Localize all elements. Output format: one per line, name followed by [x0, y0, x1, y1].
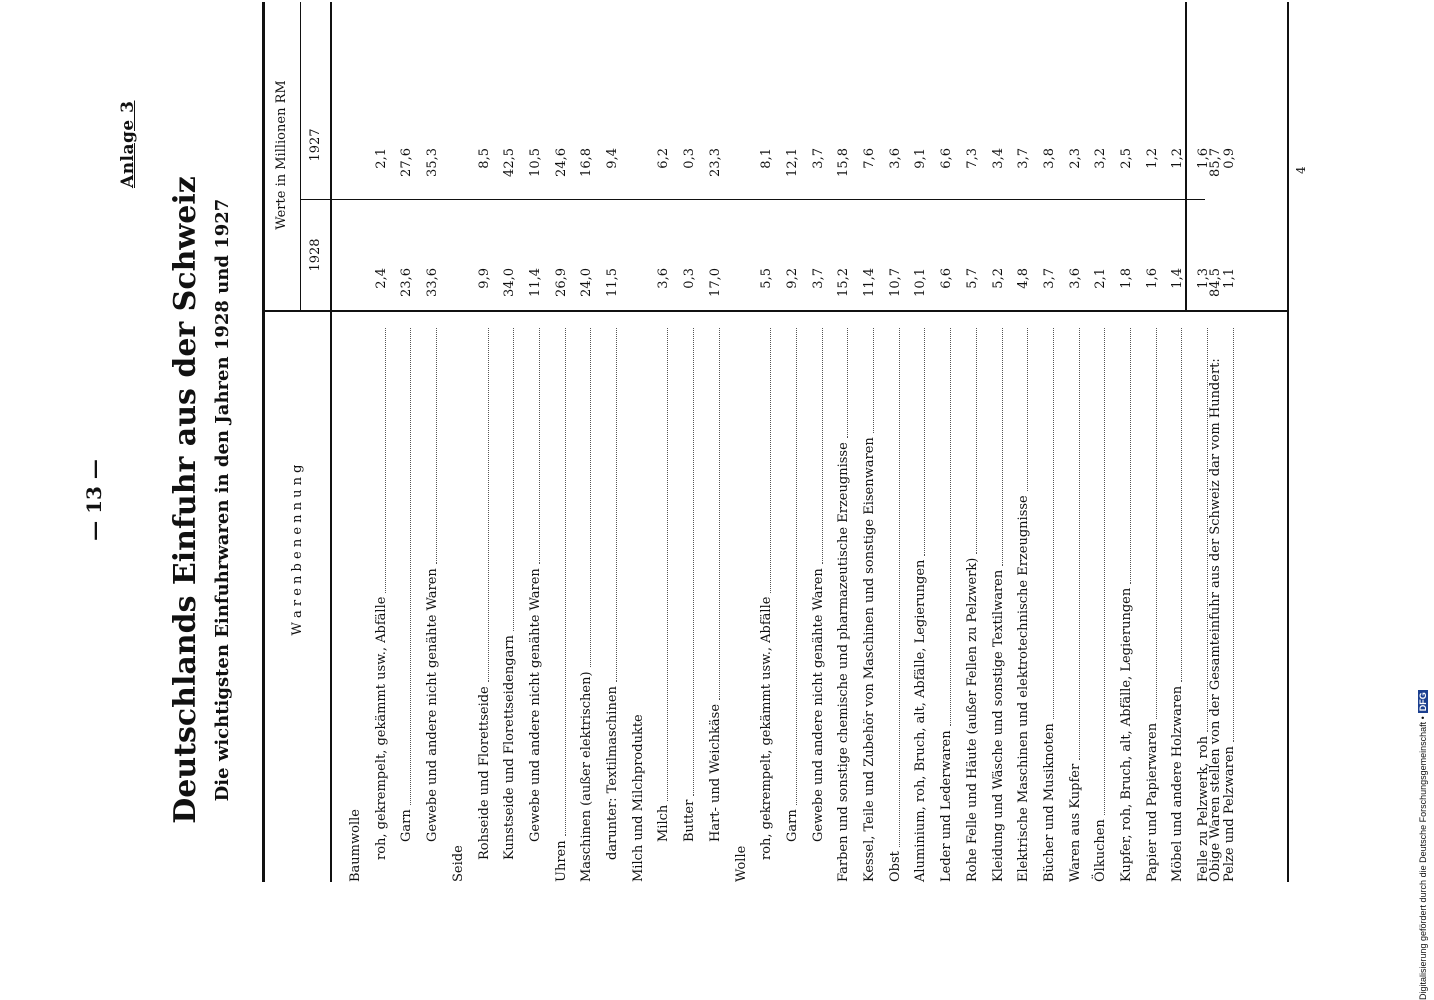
- row-label: Kunstseide und Florettseidengarn: [502, 635, 518, 860]
- table-row: [936, 0, 958, 1000]
- row-label: Milch und Milchprodukte: [630, 714, 646, 882]
- row-value-1927: 3,4: [990, 148, 1006, 169]
- row-value-1927: 24,6: [553, 148, 569, 177]
- table-row: [551, 0, 573, 1000]
- row-label: Bücher und Musiknoten: [1041, 723, 1057, 882]
- row-label: Garn: [784, 809, 800, 842]
- table-row: [653, 0, 675, 1000]
- leader-dots: [1170, 328, 1182, 682]
- row-value-1927: 1,2: [1144, 148, 1160, 169]
- row-label: Butter: [682, 799, 698, 842]
- row-value-1928: 9,9: [476, 268, 492, 289]
- row-value-1928: 15,2: [836, 268, 852, 297]
- row-value-1928: 3,7: [1041, 268, 1057, 289]
- row-value-1927: 42,5: [502, 148, 518, 177]
- row-value-1927: 1,6: [1196, 148, 1212, 169]
- row-label: Farben und sonstige chemische und pharmazeutische Erzeugnisse: [836, 442, 852, 882]
- table-row: [1065, 0, 1087, 1000]
- page-number: — 13 —: [82, 459, 106, 541]
- row-label: Garn: [399, 809, 415, 842]
- leader-dots: [708, 328, 720, 700]
- column-header-year-1927: 1927: [308, 128, 323, 162]
- table-row: [885, 0, 907, 1000]
- stray-mark: 4: [1294, 166, 1308, 174]
- table-row: [1167, 0, 1189, 1000]
- table-row: [679, 0, 701, 1000]
- row-value-1927: 8,1: [759, 148, 775, 169]
- row-value-1928: 1,8: [1119, 268, 1134, 289]
- row-value-1928: 1,1: [1221, 268, 1237, 289]
- table-row: [628, 0, 650, 1000]
- row-value-1927: 7,3: [964, 148, 980, 169]
- leader-dots: [1145, 328, 1157, 719]
- values-header-rule: [300, 2, 301, 312]
- row-value-1928: 11,5: [605, 268, 620, 297]
- row-value-1928: 1,3: [1196, 268, 1212, 289]
- table-row: [576, 0, 598, 1000]
- leader-dots: [399, 328, 411, 805]
- row-value-1928: 5,2: [990, 268, 1006, 289]
- table-bottom-rule: [1287, 2, 1289, 882]
- table-row: [602, 0, 624, 1000]
- leader-dots: [965, 328, 977, 554]
- side-credit-text: Digitalisierung gefördert durch die Deutsche Forschungsgemeinschaft •: [1418, 716, 1428, 1000]
- row-value-1927: 0,3: [682, 148, 698, 169]
- row-label: Pelze und Pelzwaren: [1221, 746, 1237, 882]
- table-row: [808, 0, 830, 1000]
- leader-dots: [811, 328, 823, 564]
- row-label: darunter: Textilmaschinen: [605, 686, 620, 860]
- row-label: Maschinen (außer elektrischen): [579, 671, 595, 882]
- row-label: Felle zu Pelzwerk, roh: [1196, 736, 1212, 882]
- row-value-1928: 23,6: [399, 268, 415, 297]
- row-value-1928: 4,8: [1016, 268, 1032, 289]
- table-row: [731, 0, 753, 1000]
- table-row: [499, 0, 521, 1000]
- row-label: Gewebe und andere nicht genähte Waren: [527, 568, 543, 842]
- row-value-1927: 6,6: [939, 148, 955, 169]
- row-value-1928: 11,4: [527, 268, 543, 297]
- leader-dots: [759, 328, 771, 593]
- row-value-1928: 1,6: [1144, 268, 1160, 289]
- leader-dots: [1119, 328, 1131, 584]
- row-label: Hart- und Weichkäse: [707, 703, 723, 842]
- row-value-1927: 23,3: [707, 148, 723, 177]
- row-value-1927: 7,6: [862, 148, 877, 169]
- row-value-1928: 24,0: [579, 268, 595, 297]
- row-value-1928: 2,4: [373, 268, 389, 289]
- row-value-1927: 3,2: [1093, 148, 1109, 169]
- table-row: [1116, 0, 1138, 1000]
- page-subtitle: Die wichtigsten Einfuhrwaren in den Jahren 1928 und 1927: [212, 198, 233, 802]
- row-value-1927: 15,8: [836, 148, 852, 177]
- leader-dots: [836, 328, 848, 438]
- leader-dots: [1093, 328, 1105, 815]
- row-value-1928: 11,4: [862, 268, 877, 297]
- row-value-1927: 27,6: [399, 148, 415, 177]
- leader-dots: [991, 328, 1003, 566]
- row-label: Rohseide und Florettseide: [476, 686, 492, 860]
- row-value-1928: 17,0: [707, 268, 723, 297]
- table-row: [910, 0, 932, 1000]
- row-value-1927: 6,2: [656, 148, 672, 169]
- row-label: Milch: [656, 804, 672, 842]
- leader-dots: [374, 328, 386, 593]
- leader-dots: [528, 328, 540, 564]
- row-value-1928: 0,3: [682, 268, 698, 289]
- table-row: [396, 0, 418, 1000]
- leader-dots: [1016, 328, 1028, 491]
- row-label: Obst: [887, 851, 903, 882]
- total-value-1928: 84,5: [1208, 268, 1223, 297]
- row-label: Baumwolle: [348, 809, 363, 882]
- row-value-1928: 34,0: [502, 268, 518, 297]
- leader-dots: [682, 328, 694, 796]
- column-header-year-1928: 1928: [308, 238, 323, 272]
- row-value-1928: 1,4: [1170, 268, 1186, 289]
- row-label: Elektrische Maschinen und elektrotechnische Erzeugnisse: [1016, 495, 1032, 882]
- leader-dots: [605, 328, 617, 682]
- row-label: Ölkuchen: [1093, 819, 1109, 882]
- table-row: [705, 0, 727, 1000]
- row-value-1927: 9,4: [605, 148, 620, 169]
- row-label: Kupfer, roh, Bruch, alt, Abfälle, Legierungen: [1119, 587, 1134, 882]
- row-value-1928: 3,6: [1067, 268, 1083, 289]
- row-value-1927: 3,6: [887, 148, 903, 169]
- leader-dots: [888, 328, 900, 847]
- row-label: Seide: [450, 845, 466, 882]
- table-row: [371, 0, 393, 1000]
- table-row: [859, 0, 881, 1000]
- row-value-1927: 3,7: [810, 148, 826, 169]
- header-bottom-rule: [330, 2, 332, 882]
- total-row: [1205, 0, 1227, 1000]
- table-row: [988, 0, 1010, 1000]
- column-header-goods: W a r e n b e n e n n u n g: [290, 464, 305, 636]
- table-row: [525, 0, 547, 1000]
- leader-dots: [477, 328, 489, 682]
- row-label: Kleidung und Wäsche und sonstige Textilwaren: [990, 569, 1006, 882]
- row-value-1927: 2,5: [1119, 148, 1134, 169]
- leader-dots: [1068, 328, 1080, 760]
- row-value-1927: 10,5: [527, 148, 543, 177]
- column-header-values: Werte in Millionen RM: [274, 80, 289, 230]
- annex-label: Anlage 3: [118, 100, 138, 188]
- row-value-1927: 2,1: [373, 148, 389, 169]
- row-label: Papier und Papierwaren: [1144, 722, 1160, 882]
- dfg-logo: DFG: [1418, 692, 1428, 712]
- row-label: Aluminium, roh, Bruch, alt, Abfälle, Legierungen: [913, 559, 929, 882]
- row-label: Möbel und andere Holzwaren: [1170, 685, 1186, 882]
- row-value-1928: 3,6: [656, 268, 672, 289]
- leader-dots: [785, 328, 797, 805]
- leader-dots: [502, 328, 514, 631]
- row-value-1928: 2,1: [1093, 268, 1109, 289]
- table-row: [345, 0, 367, 1000]
- table-row: [756, 0, 778, 1000]
- row-label: roh, gekrempelt, gekämmt usw., Abfälle: [373, 596, 389, 860]
- row-label: Gewebe und andere nicht genähte Waren: [425, 568, 441, 842]
- leader-dots: [579, 328, 591, 667]
- leader-dots: [554, 328, 566, 836]
- row-label: Waren aus Kupfer: [1067, 763, 1083, 882]
- row-value-1927: 0,9: [1221, 148, 1237, 169]
- row-value-1927: 9,1: [913, 148, 929, 169]
- row-value-1928: 6,6: [939, 268, 955, 289]
- table-row: [1013, 0, 1035, 1000]
- leader-dots: [939, 328, 951, 726]
- leader-dots: [425, 328, 437, 564]
- row-value-1927: 3,8: [1041, 148, 1057, 169]
- table-row: [422, 0, 444, 1000]
- page-title: Deutschlands Einfuhr aus der Schweiz: [168, 176, 203, 824]
- row-value-1927: 16,8: [579, 148, 595, 177]
- table-row: [1039, 0, 1061, 1000]
- row-value-1928: 9,2: [784, 268, 800, 289]
- table-row: [833, 0, 855, 1000]
- total-value-1927: 85,7: [1208, 148, 1223, 177]
- table-row: [1090, 0, 1112, 1000]
- row-label: Uhren: [553, 840, 569, 882]
- row-value-1928: 10,7: [887, 268, 903, 297]
- table-row: [1142, 0, 1164, 1000]
- row-value-1928: 3,7: [810, 268, 826, 289]
- leader-dots: [656, 328, 668, 801]
- row-value-1928: 5,7: [964, 268, 980, 289]
- total-label: Obige Waren stellen von der Gesamteinfuhr aus der Schweiz dar vom Hundert:: [1208, 358, 1223, 882]
- row-label: Kessel, Teile und Zubehör von Maschinen und sonstige Eisenwaren: [862, 437, 877, 882]
- row-label: Wolle: [733, 845, 749, 882]
- table-row: [474, 0, 496, 1000]
- table-row: [962, 0, 984, 1000]
- table-top-rule: [262, 2, 265, 882]
- row-label: Rohe Felle und Häute (außer Fellen zu Pelzwerk): [964, 557, 980, 882]
- table-row: [782, 0, 804, 1000]
- leader-dots: [1042, 328, 1054, 719]
- row-value-1927: 3,7: [1016, 148, 1032, 169]
- row-label: Gewebe und andere nicht genähte Waren: [810, 568, 826, 842]
- row-value-1928: 33,6: [425, 268, 441, 297]
- row-value-1928: 26,9: [553, 268, 569, 297]
- row-value-1927: 12,1: [784, 148, 800, 177]
- leader-dots: [862, 328, 874, 433]
- row-value-1927: 8,5: [476, 148, 492, 169]
- leader-dots: [913, 328, 925, 556]
- row-value-1928: 10,1: [913, 268, 929, 297]
- row-value-1927: 35,3: [425, 148, 441, 177]
- row-value-1927: 1,2: [1170, 148, 1186, 169]
- row-value-1927: 2,3: [1067, 148, 1083, 169]
- side-credit: [1418, 40, 1432, 1000]
- row-value-1928: 5,5: [759, 268, 775, 289]
- row-label: Leder und Lederwaren: [939, 730, 955, 882]
- row-label: roh, gekrempelt, gekämmt usw., Abfälle: [759, 596, 775, 860]
- table-row: [448, 0, 470, 1000]
